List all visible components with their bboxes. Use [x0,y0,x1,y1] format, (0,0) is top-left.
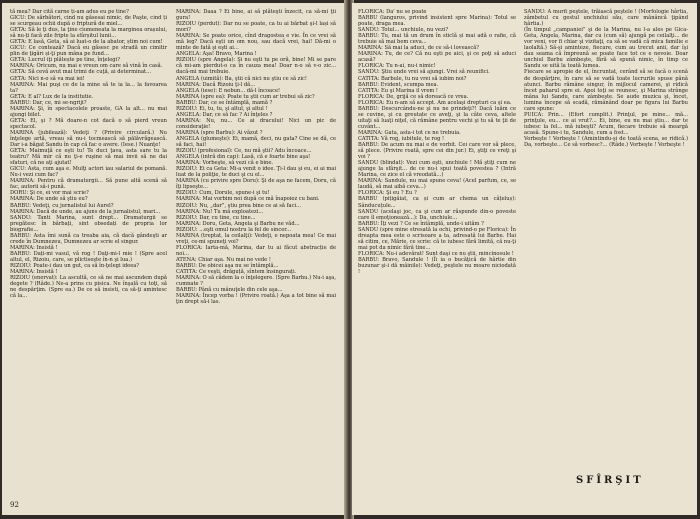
left-page-column-2: MARINA: Daaa ? Ei bine, ai să plăteşti înzecit, ca să-mi ţii gura! RIZOIU (perdut): Dar nu se poate, ca tu ai bărbat şi-l lași să mori? MARINA: Se poate orice, cînd dragostea e vie. În ce vrei să mă leg? Dacă eşti un om nou, sau dacă vrei, hai! Dă-mi o minte de fată şi eşti ai... ANGELA: Aşa! Bravo, Marina ! RIZOIU (spre Angela): Şi nu eşti tu pe oră, bine! Mi se pare că mi-am pierdut-o ca în cauza mea! Doar n-o să v-o zic... dacă-mi mai trebuie. ANGELA (uimită): Ba, ştii că nici nu ştiu ce să zic! MARINA: Dacă Rizoiu ţi-l dă... ANGELA (iese): E nebun... dă-l încoace! MARINA (spre ea): Poate tu ştii cum ar trebui să zic? BARBU: Dar, ce se întâmplă, mamă ? RIZOIU: Ei, tu, tu, şi altul, şi altul ! ANGELA: Dar, ce să fac ? Ai înţeles ? MARINA: Nu, nu... Ce ai dracului! Nici un pic de consideraţie! MARINA (spre Barbu): Ai văzut ? ANGELA (glumeşte): Ei, mamă, deci, nu gata? Cine se dă, ce să faci, hai! RIZOIU (profesional): Ce, nu mă ştii? Adu încoace... ANGELA (intră din cap): Lasă, că e foarte bine aşa! MARINA: Vorbeşte, să vezi că e bine. RIZOIU: Ei ca Geta: Mi-a venit o idee. Ţi-l dau şi eu, ei ai mai luat de la poliţie, te duci şi cu el... MARINA (cu privire spre Doru): Şi de aşa ne facem, Doru, că îţi lipseşte... RIZOIU: Cum, Dorule, spune-i şi tu! MARINA: Mai vorbim noi după ce mă înapoiez cu bani. RIZOIU: Nu, „dar”, ştiu prea bine ce ai să faci... MARINA: Nu! Tu mă exploatezi... RIZOIU: Dar, cu tine, cu tine... MARINA: Doru, Geta, Angela şi Barbu ne văd... RIZOIU: ...eşti omul nostru la fel de sincer... MARINA (treptat, la ceilalţi): Vedeţi, e nepoata mea! Ce mai vreţi, ce-mi spuneţi voi? FLORICA: Iarta-mă, Marina, dar tu ai făcut abstracție de noi... ATENA: Chiar aşa. Nu mai ne vede ! BARBU: De obicei aşa nu se întâmplă... CATITA: Ce veşti, drăguță, sîntem însingurați. MARINA: O să cădem la o înţelegere. (Spre Barbu.) Nu-i aşa, cumnate ? BARBU: Până cu mânuţele din cele aşa... MARINA: Încep vorba ! (Privire roată.) Aşa a tot bine să mai ţin drept să-i las. [176,9,336,306]
end-title: SFÎRŞIT [576,475,644,486]
left-page [2,3,346,515]
right-page [352,3,697,515]
right-page-column-2: SANDU: A murit peştele, trăiască peştele ! (Morfologie hârtia, zâmbetul cu gestul unchiului său, care mănâncă ţipând hârtia.) (În timpul „campaniei” şi de la Marina, nu l-a ales pe Gica-Geta, Angela, Marina, dar cu (cum să) ajungă pe ceilalţi... de vor veni, vor fi chiar şi vizitaţi, ca să se vadă că mica familie e laolaltă.) Să-şi aminteze, fiecare, cum au trecut anii, dar îşi dau seama că împreună se poate face tot ce e nevoie. Doar unchiul Barbu zâmbeşte, fără să spună nimic, în timp ce Sandu se uită la toată lumea. Fiecare se apropie de el, încruntat, cerând să se facă o scenă de despărţire, în care să se vadă toate lucrurile spuse până atunci. Barbu rămâne singur, în mijlocul camerei, şi ridică încet paharul spre ei. Apoi toţi se reunesc, şi Marina strânge mâna lui Sandu, care zâmbeşte. Se aude muzica şi, încet, lumina începe să scadă, rămânând doar pe figura lui Barbu care spune: PUICA: Prin... (Efort cumplit.) Prinţul, pe mine... mă... prinţule, eu... ce ai vrut?... Ei, bine, eu nu mai ştiu... dar te iubesc la fel... mă iubeşti? Acum, fiecare trebuie să meargă acasă. Spune-i tu, Sandule, cum a fost... Vorbeşte ! Vorbeşte ! (Amintindu-şi de toată scena, se ridică.) Da, vorbeşte... Ce să vorbesc?... (Râde.) Vorbeşte ! Vorbeşte ! [524,9,688,149]
right-page-column-1: FLORICA: Da' nu se poate BARBU (languros, privind insistent spre Marina): Totul se poate, draga mea. SANDU: Totul... unchiule, nu vezi? BARBU: Tu, mai tă un drum în sticlă și mai adă o rafie, că trebuie să mai bem ceva... MARINA: Să mai la aduci, de ce să-i lovească? MARINA: Tu, de ce? Că nu eşti pe aici, şi ce poţi să aduci acasă? FLORICA: Tu n-ai, nu-i nimic! SANDU: Ştiu unde vrei să ajungi. Vrei să reunifici. CATITA: Barbule, tu nu vrei să iubim noi? BARBU: Evident, scumpa mea. CATITA: Eu şi Marina il vrem ! FLORICA: De, grijă ce să doreacă ce vrea. FLORICA: Eu n-am să accept. Am acelaşi drepturi ca şi ea. BARBU: Descurcându-ne şi nu ne prindeţi?! Dacă luăm ce se cuvine, şi cu greutate ce aveţi, şi la câte ceva, altele uitaţi să luaţi niţel, că rămâne pentru vechi şi tu să te ţii de cuvânt... MARINA: Gata, asta-i tot ce ne trebuia. CATITA: Vă rog, iubitule, te rog ! BARBU: De acum nu mai e de vorbit. Cei care vor să plece, să plece. (Privire roată, spre cei din jur.) Ei, ştiţi ce vreţi şi voi ? SANDU (blindat): Vezi cum eşti, unchiule ! Mă ştiţi cum ne ajunge la sfârşit... de ce nu-i spui toată povestea ? (Intră Marina, ce zice el că vreodată...) MARINA: Sandule, nu mai spune ceva! (Acel parfum, ce, se laudă, să mai aibă ceva...) FLORICA: Şi eu ? Eu ? BARBU (pițigăiat, ca și cum ar chema un câțeluș): Sânducuțule... SANDU (acelaşi joc, ca şi cum ar răspunde din-o poveste care îl emoţionează...): Da, unchiule... BARBU: Îţi vezi ? Ce se întâmplă, unde-i uităm ? SANDU (spre mine stresată la ochi, privind-o pe Florica): În dreapta mea este o scrisoare a ta, adresată lui Barbu. Hai să citim, ce, Mărie, ce scrie: că te iubesc fără limită, că nu-ţi mai pot da nimic fără tine... FLORICA: Nu-i adevărat! Sunt daşi ce nu ştii, mincinosule ! BARBU: Bravo, Sandule ! (Îi ia o bucăţică de hârtie din buzunar şi-i dă mâinile): Vedeţi, peştele nu moare niciodată ! [358,9,516,276]
page-number: 92 [10,501,19,509]
left-page-column-1: tă mea? Dar cită carne ți-am adus eu pe tine? GICU: De sărbători, cind nu găsesai nimic, de Paşte, cind ți se scurgeau ochii după o friptură de miel... GETA: Să le ţi dus, la ţine ciumeneata la marginea orașului, să nu-ți facă zile fripte la sfârșitul lunii... GETA: E lasă, Geta, să ai luat-o de la abator, știm noi cum! GICU: Ce contează? Dacă eu găsesc pe stradă un cimitir plin de ţigări și-ţi pun mâna pe fund... GETA: Lucrul iţi plătește pe tine, înţelegi? MARINA: Oricum, nu mai e vreun om care să vină în casă. GETA: Să cevă avut mai trimi de cuţă, ai determinat... GETA: Nici n-o să va mai iei! MARINA: Mai puşi ce de la mine să te ia la... la favoarea ta? GETA: E al? Lux de la institutie. BARBU: Dar, ce, mi se-ngriji? MARINA: Şi, în spectacolele proaste, GA la alt... nu mai ajungi bilet. GETA: El, şi ? Mă doare-n cot dacă o să pierd vreun spectacol. MARINA (jubilează): Vedeţi ? (Privire circulară.) Nu înţelege artă, vreau să nu-i tocmească să pălăvrăgească. Dar i-a băgat Sandu în cap că fac o avere. (Iese.) Nuanţe! GETA: Maimuţă ce eşti tu! Te duci ţava, asta sare tu la teatru? Mă mir că nu ţi-e ruşine să mai invii să ne dai sfaturi, că ne aţi ajutat! GICU: Asta, cum aşa e. Mulţi actori iau salariul de pomană. Nu-i vezi cum fac? MARINA: Pentru că dramaturgii... Să pune altă scenă să fac, autorii să-i pună. DORU: Şi ce, ei vor mai scrie? MARINA: De unde să ştiu eu? BARBU: Vedeţi, cu jurnalistul lui Aurel? MARINA: Dacă de unde, au ajuns de la jurnalistul, mari... SANDU: Tanti Marina, sunt drept... Dramaturgii se pregătesc în bărbați, sint obsedați de propria lor biografie... BARBU: Asta îmi sună ca treaba aia, că dacă gândeşti ar crede în Dumnezeu, Dumnezeu ar scrie el singur. MARINA: Insistă ! BARBU: Dați-mi vasul, vă rog ! Daţi-mi-l mie ! (Spre acel altul, el, Rizoiu, care, se plictiseşte în-n şi lua.) RIZOIU: Poate-i dau un gut, ca să în-ţelegi ideea? MARINA: Insistă ! RIZOIU (enervat): La ascultă, ce să ne mai ascundem după degete ? (Râde.) Ne-a prins cu pisica. Ne înşală cu toţi, să ne despărţim. (Spre ea.) De ce să insisti, ca să-ţi amintesc că la... [10,9,167,300]
